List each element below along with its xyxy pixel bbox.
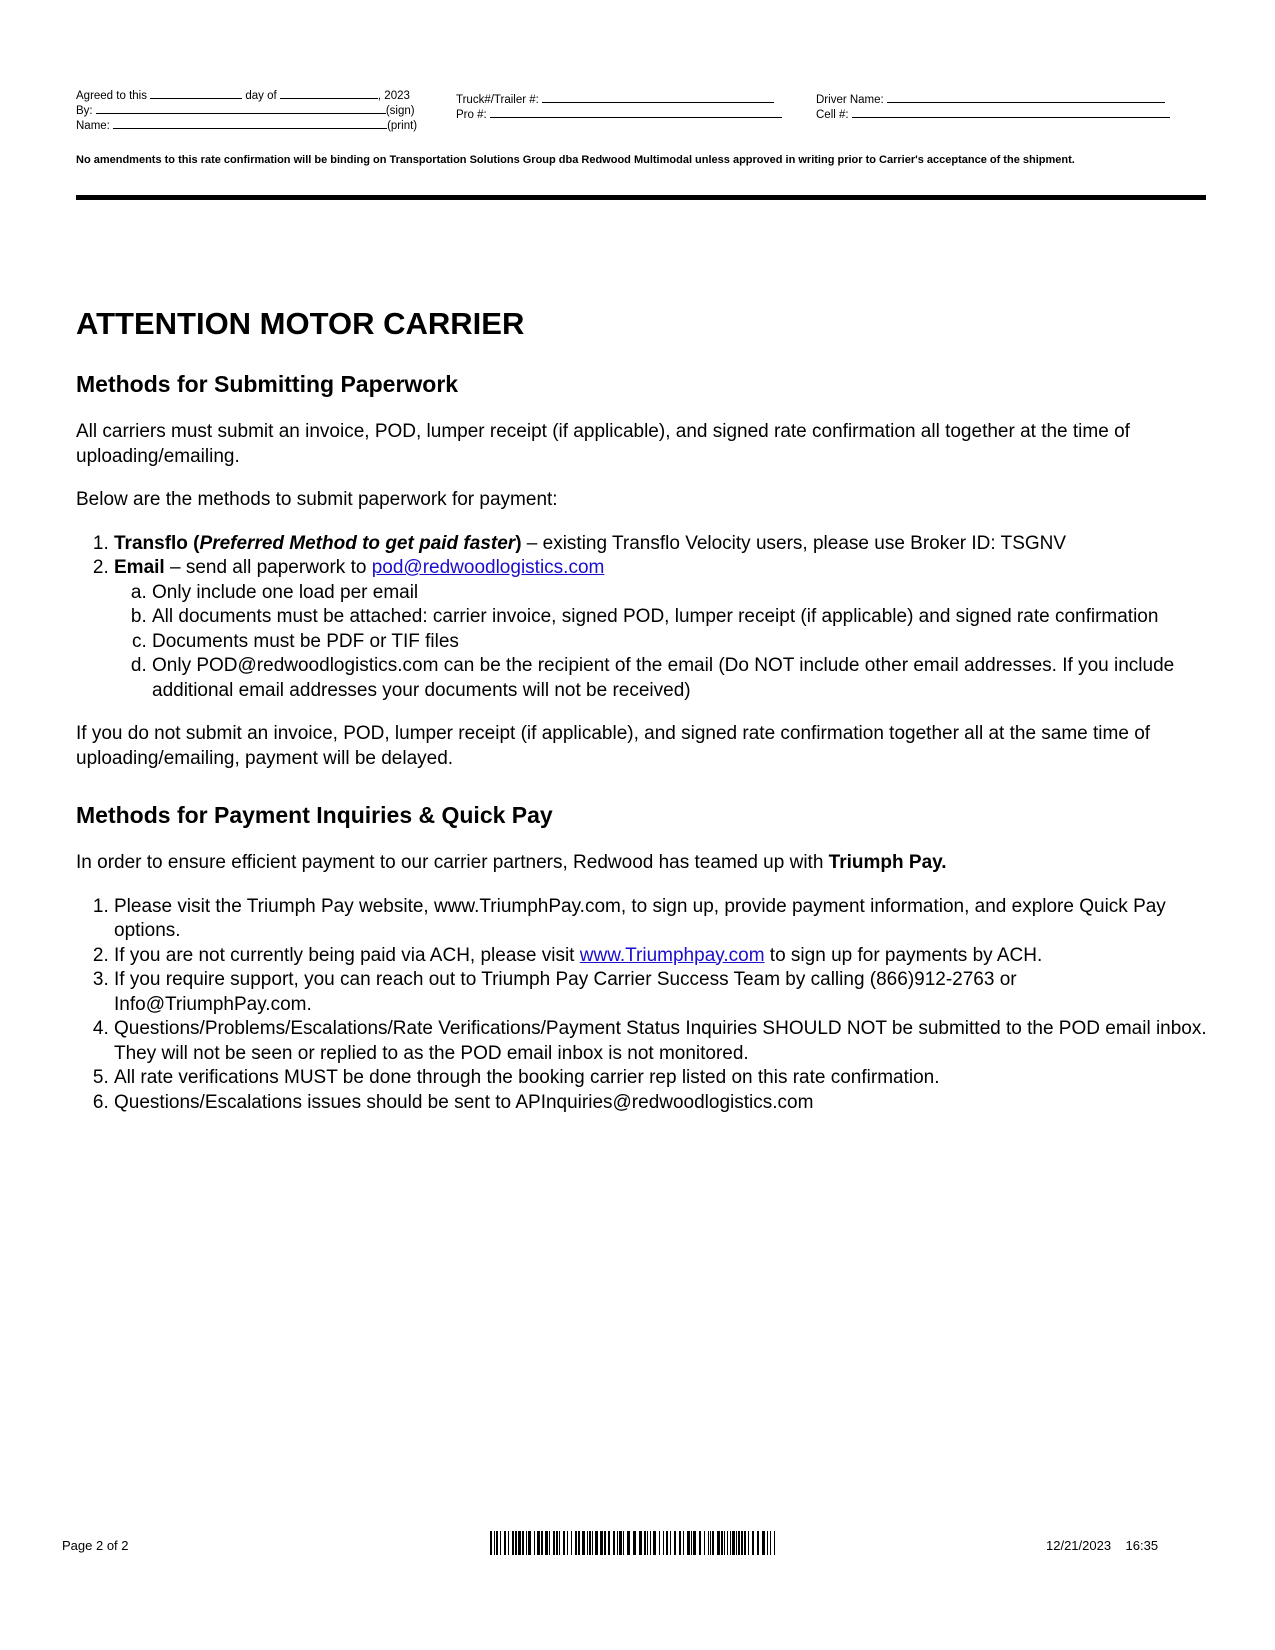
list-item: c. Documents must be PDF or TIF files (152, 630, 1216, 655)
list-item: b. All documents must be attached: carrier invoice, signed POD, lumper receipt (if applicable) and signed rate confirmation (152, 605, 1216, 630)
page-number: Page 2 of 2 (62, 1538, 129, 1553)
list-item: 4. Questions/Problems/Escalations/Rate Verifications/Payment Status Inquiries SHOULD NOT be submitted to the POD email inbox. They will not be seen or replied to as the POD email inbox is not monitored. (114, 1017, 1216, 1066)
truck-trailer-blank[interactable] (542, 91, 774, 103)
sign-blank[interactable] (96, 102, 386, 114)
submitting-intro: All carriers must submit an invoice, POD, lumper receipt (if applicable), and signed rate confirmation all together at the time of uploading/emailing. (76, 421, 1130, 467)
list-item: 6. Questions/Escalations issues should be sent to APInquiries@redwoodlogistics.com (114, 1091, 1216, 1116)
list-item: 1. Please visit the Triumph Pay website, www.TriumphPay.com, to sign up, provide payment information, and explore Quick Pay options. (114, 895, 1216, 944)
barcode (490, 1531, 780, 1555)
list-item: d. Only POD@redwoodlogistics.com can be the recipient of the email (Do NOT include other email addresses. If you include additional email addresses your documents will not be received) (152, 654, 1216, 703)
by-line: By: (sign) (76, 102, 415, 119)
cell-blank[interactable] (852, 106, 1170, 118)
list-item: 2. If you are not currently being paid via ACH, please visit www.Triumphpay.com to sign up for payments by ACH. (114, 944, 1216, 969)
footer-date: 12/21/2023 (1046, 1538, 1112, 1553)
submitting-below: Below are the methods to submit paperwork for payment: (76, 489, 558, 510)
driver-name-line: Driver Name: (816, 91, 1165, 108)
footer-timestamp (1046, 1538, 1158, 1553)
print-name-blank[interactable] (113, 117, 387, 129)
driver-name-blank[interactable] (887, 91, 1165, 103)
page-title: ATTENTION MOTOR CARRIER (76, 306, 525, 341)
payment-intro: In order to ensure efficient payment to our carrier partners, Redwood has teamed up with Triumph Pay. (76, 852, 947, 873)
truck-trailer-line: Truck#/Trailer #: (456, 91, 774, 108)
section-heading-submitting: Methods for Submitting Paperwork (76, 371, 459, 397)
main-content (76, 304, 1216, 1134)
pro-line: Pro #: (456, 106, 782, 123)
list-item: 5. All rate verifications MUST be done through the booking carrier rep listed on this rate confirmation. (114, 1066, 1216, 1091)
agreed-month-blank[interactable] (280, 87, 378, 99)
section-heading-payment: Methods for Payment Inquiries & Quick Pay (76, 802, 553, 828)
submit-methods-list (76, 532, 1216, 704)
email-sub-list (114, 581, 1216, 704)
list-item: 2. Email – send all paperwork to pod@redwoodlogistics.com a. Only include one load per email b. All documents must be attached: carrier invoice, signed POD, lumper receipt (if applicable) and signed rate confirmation c. Documents must be PDF or TIF files d. Only POD@redwoodlogistics.com can be the recipient of the email (Do NOT include other email addresses. If you include additional email addresses your documents will not be received) (114, 556, 1216, 703)
triumphpay-link[interactable]: www.Triumphpay.com (579, 944, 765, 966)
pro-blank[interactable] (490, 106, 782, 118)
list-item: 1. Transflo (Preferred Method to get paid faster) – existing Transflo Velocity users, please use Broker ID: TSGNV (114, 532, 1216, 557)
list-item: a. Only include one load per email (152, 581, 1216, 606)
payment-list (76, 895, 1216, 1116)
agreed-line: Agreed to this day of , 2023 (76, 87, 410, 104)
name-line: Name: (print) (76, 117, 417, 134)
agreed-day-blank[interactable] (150, 87, 242, 99)
header-divider (76, 195, 1206, 200)
footer-time: 16:35 (1125, 1538, 1159, 1553)
delay-warning: If you do not submit an invoice, POD, lumper receipt (if applicable), and signed rate confirmation together all at the same time of uploading/emailing, payment will be delayed. (76, 723, 1151, 769)
cell-line: Cell #: (816, 106, 1170, 123)
list-item: 3. If you require support, you can reach out to Triumph Pay Carrier Success Team by calling (866)912-2763 or Info@TriumphPay.com. (114, 968, 1216, 1017)
amendment-notice: No amendments to this rate confirmation will be binding on Transportation Solutions Group dba Redwood Multimodal unless approved in writing prior to Carrier's acceptance of the shipment. (76, 154, 1075, 166)
pod-email-link[interactable]: pod@redwoodlogistics.com (371, 557, 605, 578)
